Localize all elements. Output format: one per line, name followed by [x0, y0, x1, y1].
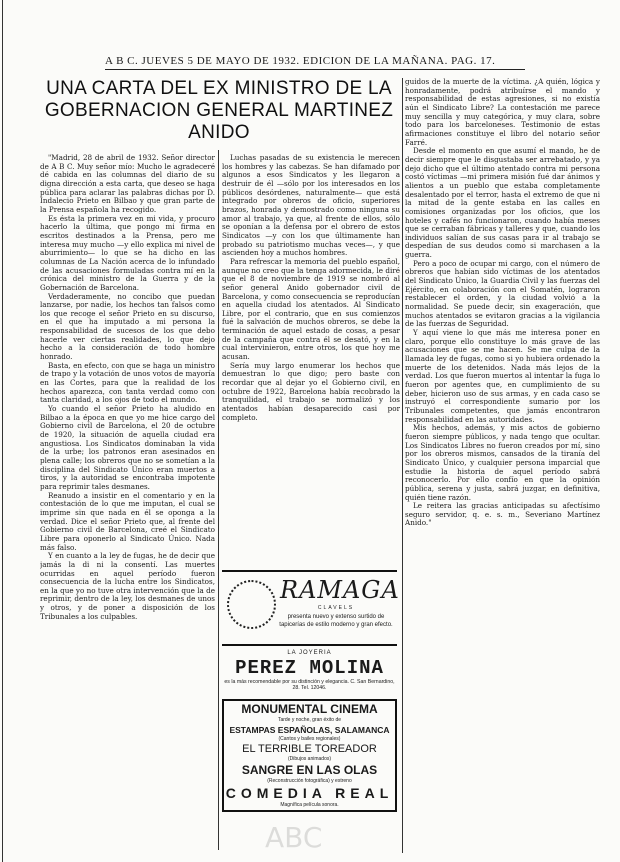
ad-line: (Dibujos animados) — [287, 756, 332, 762]
paragraph: Reanudo a insistir en el comentario y en la contestación de lo que me imputan, el cual se imprime sin que nada en él se oponga a la verdad. Dice el señor Prieto que, al frente del Gobierno civil de Barcelona, creé el Sindicato Libre para oponerlo al Sindicato Único. Nada más falso. — [40, 490, 215, 552]
article-column-1 — [40, 154, 215, 854]
ad-line: (Cantos y bailes regionales) — [278, 736, 341, 742]
paragraph: "Madrid, 28 de abril de 1932. Señor director de A B C. Muy señor mío: Mucho le agradeceré dé cabida en las columnas del diario de su digna dirección a esta carta, que deseo se haga pública para aclarar las palabras dichas por D. Indalecio Prieto en Bilbao y que gran parte de la Prensa española ha recogido. — [40, 154, 215, 214]
ad-perez-molina — [222, 644, 397, 695]
cinema-name: MONUMENTAL CINEMA — [241, 702, 378, 716]
ad-sub: CLAVELS — [317, 605, 355, 611]
ad-ramaga — [222, 570, 400, 644]
abc-watermark: ABC — [265, 821, 323, 854]
paragraph: guidos de la muerte de la víctima. ¿A quién, lógica y honradamente, podrá atribuírse el mando y responsabilidad de estas agresiones, si no existía aún el Sindicato Libre? La contestación me parece muy sencilla y muy categórica, y muy clara, sobre todo para los barceloneses. Testimonio de estas afirmaciones constituye el libro del notario señor Farré. — [405, 78, 600, 147]
paragraph: Verdaderamente, no concibo que puedan lanzarse, por nadie, los hechos tan falsos como los que recoge el señor Prieto en su discurso, en el que ha imputado a mi persona la responsabilidad de sucesos de los que debo hacerle ver ciertas realidades, lo que dejo hecho a la consideración de todo hombre honrado. — [40, 291, 215, 362]
ad-line: Tarde y noche, gran éxito de — [277, 717, 342, 723]
ad-line: SANGRE EN LAS OLAS — [241, 763, 378, 777]
ramaga-crest-icon — [227, 580, 276, 629]
column-rule — [402, 78, 403, 853]
advertisements — [222, 570, 400, 812]
article-column-2 — [222, 154, 400, 562]
paragraph: Luchas pasadas de su existencia le merecen los hombres y las cabezas. Se han difamado por algunos a esos Sindicatos y les llegaron a destruir de él —sólo por los interesados en los públicos desórdenes, naturalmente— que está integrado por obreros de oficio, superiores brazos, honrada y demostrado como ninguna su amor al trabajo, ya que, al frente de ellos, sólo se oponían a la defensa por el obrero de estos Sindicatos —y con los que últimamente han probado su patriotismo muchas veces—, y que ascienden hoy a muchos hombres. — [222, 154, 400, 258]
paragraph: Pero a poco de ocupar mi cargo, con el número de obreros que habían sido víctimas de los atentados del Sindicato Único, la Guardia Civil y las fuerzas del Ejército, en colaboración con el Somatén, lograron restablecer el orden, y la ciudad volvió a la normalidad. Se puede decir, sin exageración, que muchos atentados se evitaron gracias a la vigilancia de las fuerzas de Seguridad. — [405, 258, 600, 329]
ad-line: EL TERRIBLE TOREADOR — [242, 743, 377, 755]
ad-line: (Reconstrucción fotográfica) y estreno — [267, 778, 352, 784]
paragraph: Y en cuanto a la ley de fugas, he de decir que jamás la di ni la consentí. Las muertes ocurridas en aquel período fueron consecuencia de la lucha entre los Sindicatos, en la que yo no tuve otra intervención que la de reprimir, dentro de la ley, los desmanes de unos y otros, y de poner a disposición de los Tribunales a los culpables. — [40, 551, 215, 621]
page-edge — [2, 0, 3, 862]
paragraph: Es ésta la primera vez en mi vida, y procuro hacerlo la última, que pongo mi firma en escritos destinados a la Prensa, pero me interesa muy mucho —y ello explica mi nivel de aburrimiento— lo que se ha dicho en las columnas de La Nación acerca de lo infundado de las acusaciones formuladas contra mí en la crónica del ministro de la Guerra y de la Gobernación de Barcelona. — [40, 213, 215, 292]
page-header: A B C. JUEVES 5 DE MAYO DE 1932. EDICION DE LA MAÑANA. PAG. 17. — [105, 55, 525, 70]
ad-brand: RAMAGA — [280, 576, 400, 604]
ad-text: es la más recomendable por su distinción y elegancia. C. San Bernardino, 28. Tel. 12046. — [224, 679, 395, 691]
ad-line: ESTAMPAS ESPAÑOLAS, SALAMANCA — [229, 725, 390, 735]
ad-monumental-cinema — [222, 699, 397, 812]
ad-kicker: LA JOYERIA — [287, 650, 332, 656]
ad-line: Magnífica película sonora. — [280, 802, 339, 808]
paragraph: Le reitera las gracias anticipadas su afectísimo seguro servidor, q. e. s. m., Severiano Martínez Anido." — [405, 501, 600, 528]
paragraph: Para refrescar la memoria del pueblo español, aunque no creo que la tenga adormecida, le diré que el 8 de noviembre de 1919 se nombró al señor general Anido gobernador civil de Barcelona, y como consecuencia se reproducían en aquella ciudad los atentados. Al Sindicato Libre, por el contrario, que en sus comienzos fué la salvación de muchos obreros, se debe la terminación de aquel estado de cosas, a pesar de la campaña que contra él se desató, y en la cual intervinieron, entre otros, los que hoy me acusan. — [222, 256, 400, 362]
paragraph: Mis hechos, además, y mis actos de gobierno fueron siempre públicos, y nada tengo que ocultar. Los Sindicatos Libres no fueron creados por mí, sino por los obreros mismos, cansados de la tiranía del Sindicato Único, y cualquier persona imparcial que estudie la historia de aquel período sabrá reconocerlo. Por ello confío en que la opinión pública, serena y justa, sabrá juzgar, en definitiva, quién tiene razón. — [405, 423, 600, 502]
ad-text: presenta nuevo y extenso surtido de tapicerías de estilo moderno y gran efecto. — [279, 614, 393, 628]
article-column-3 — [405, 78, 600, 853]
paragraph: Y aquí viene lo que más me interesa poner en claro, porque ello constituye lo más grave de las acusaciones que se me hacen. Se me culpa de la llamada ley de fugas, como si yo hubiera ordenado la muerte de los detenidos. Nada más lejos de la verdad. Los que fueron muertos al intentar la fuga lo fueron por agentes que, en cumplimiento de su deber, hicieron uso de sus armas, y en cada caso se instruyó el correspondiente sumario por los Tribunales competentes, que jamás encontraron responsabilidad en las autoridades. — [405, 328, 600, 424]
ad-brand: PEREZ MOLINA — [235, 657, 384, 679]
column-rule — [218, 150, 219, 850]
paragraph: Yo cuando el señor Prieto ha aludido en Bilbao a la época en que yo me hice cargo del Gobierno civil de Barcelona, el 20 de octubre de 1920, la situación de aquella ciudad era angustiosa. Los Sindicatos dominaban la vida de la urbe; los patronos eran asesinados en plena calle; los obreros que no se sometían a la disciplina del Sindicato Único eran muertos a tiros, y la autoridad se encontraba impotente para reprimir tales desmanes. — [40, 404, 215, 491]
ad-line: COMEDIA REAL — [225, 785, 394, 801]
paragraph: Desde el momento en que asumí el mando, he de decir siempre que le disgustaba ser arrebatado, y ya dejo dicho que el último atentado contra mi persona costó víctimas —mi primera misión fué dar ánimos y alientos a un pueblo que estaba completamente desalentado por el terror, hasta el extremo de que ni la mitad de la gente estaba en las calles en comisiones organizadas por los oficios, que los hoteles y cafés no funcionaron, cuando había meses que se cerraban fábricas y talleres y que, cuando los individuos salían de sus casas para ir al trabajo se despedían de sus deudos como si marchasen a la guerra. — [405, 146, 600, 260]
paragraph: Basta, en efecto, con que se haga un ministro de trapo y la votación de unos votos de mayoría en las Cortes, para que la realidad de los hechos aparezca, con tanta verdad como con tanta claridad, a los ojos de todo el mundo. — [40, 360, 215, 405]
article-headline: UNA CARTA DEL EX MINISTRO DE LA GOBERNACION GENERAL MARTINEZ ANIDO — [44, 78, 394, 143]
paragraph: Sería muy largo enumerar los hechos que demuestran lo que digo; pero baste con recordar que al dejar yo el Gobierno civil, en octubre de 1922, Barcelona había recobrado la tranquilidad, el trabajo se normalizó y los atentados habían desaparecido casi por completo. — [222, 360, 400, 422]
